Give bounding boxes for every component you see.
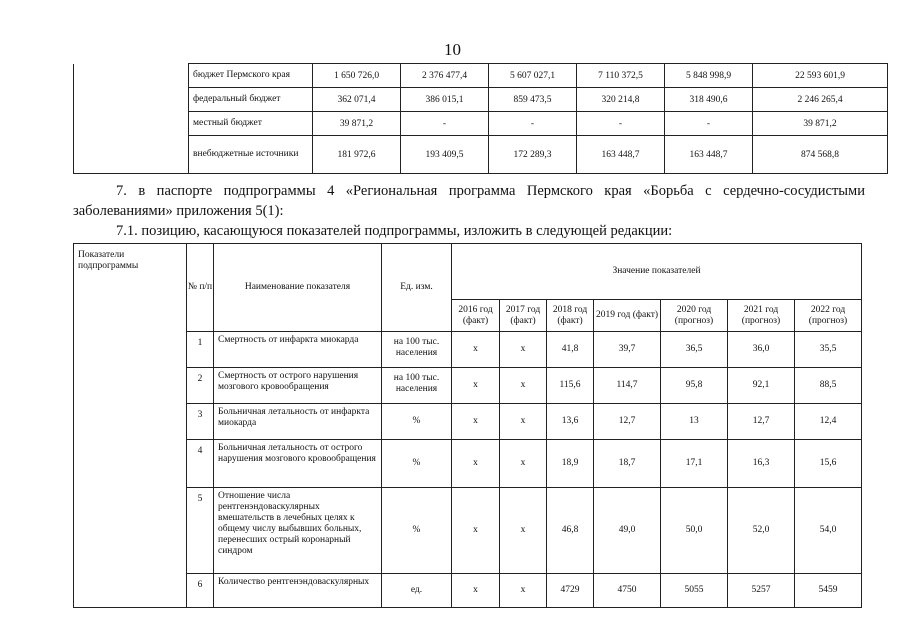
indicator-value: х (500, 332, 547, 368)
budget-left-blank (74, 64, 189, 174)
indicator-value: х (452, 332, 500, 368)
indicator-unit: % (382, 488, 452, 574)
indicator-num: 3 (187, 404, 214, 440)
budget-value: 172 289,3 (489, 136, 577, 174)
indicator-row (74, 488, 862, 574)
indicator-value: 49,0 (594, 488, 661, 574)
indicator-num: 6 (187, 574, 214, 608)
budget-value: 1 650 726,0 (313, 64, 401, 88)
indicator-num: 4 (187, 440, 214, 488)
indicator-unit: ед. (382, 574, 452, 608)
col-name-header: Наименование показателя (214, 244, 382, 332)
indicator-value: х (452, 368, 500, 404)
budget-value: 2 246 265,4 (753, 88, 888, 112)
indicator-value: 5055 (661, 574, 728, 608)
indicator-value: 115,6 (547, 368, 594, 404)
indicator-value: 13,6 (547, 404, 594, 440)
indicator-name: Смертность от инфаркта миокарда (214, 332, 382, 368)
col-num-header: № п/п (187, 244, 214, 332)
budget-source: внебюджетные источники (189, 136, 313, 174)
indicator-num: 2 (187, 368, 214, 404)
indicator-name: Количество рентгенэндоваскулярных (214, 574, 382, 608)
indicator-name: Смертность от острого нарушения мозгового кровообращения (214, 368, 382, 404)
budget-value: 5 607 027,1 (489, 64, 577, 88)
indicator-row (74, 332, 862, 368)
indicator-value: 12,7 (728, 404, 795, 440)
indicator-value: 52,0 (728, 488, 795, 574)
indicators-table (73, 243, 862, 608)
indicator-value: х (500, 440, 547, 488)
indicator-value: 50,0 (661, 488, 728, 574)
indicator-value: 35,5 (795, 332, 862, 368)
indicator-value: 12,7 (594, 404, 661, 440)
budget-value: 386 015,1 (401, 88, 489, 112)
indicator-row (74, 574, 862, 608)
col-unit-header: Ед. изм. (382, 244, 452, 332)
indicator-value: х (500, 488, 547, 574)
year-header: 2020 год (прогноз) (661, 300, 728, 332)
indicator-value: 5257 (728, 574, 795, 608)
indicator-row (74, 440, 862, 488)
budget-row (74, 136, 888, 174)
indicator-value: 36,5 (661, 332, 728, 368)
year-header: 2022 год (прогноз) (795, 300, 862, 332)
budget-row (74, 64, 888, 88)
indicator-num: 1 (187, 332, 214, 368)
indicator-num: 5 (187, 488, 214, 574)
budget-value: 7 110 372,5 (577, 64, 665, 88)
budget-value: - (577, 112, 665, 136)
year-header: 2017 год (факт) (500, 300, 547, 332)
budget-value: 318 490,6 (665, 88, 753, 112)
paragraph-7-1: 7.1. позицию, касающуюся показателей подпрограммы, изложить в следующей редакции: (116, 223, 673, 239)
indicator-value: х (452, 440, 500, 488)
indicator-value: 95,8 (661, 368, 728, 404)
budget-value: - (665, 112, 753, 136)
budget-value: 181 972,6 (313, 136, 401, 174)
indicator-value: 41,8 (547, 332, 594, 368)
indicator-name: Больничная летальность от острого нарушения мозгового кровообращения (214, 440, 382, 488)
indicator-value: 36,0 (728, 332, 795, 368)
budget-value: 39 871,2 (313, 112, 401, 136)
indicator-row (74, 368, 862, 404)
indicator-value: 17,1 (661, 440, 728, 488)
indicator-unit: % (382, 440, 452, 488)
budget-source: федеральный бюджет (189, 88, 313, 112)
indicator-row (74, 404, 862, 440)
budget-value: 193 409,5 (401, 136, 489, 174)
budget-row (74, 112, 888, 136)
indicator-name: Отношение числа рентгенэндоваскулярных вмешательств в лечебных целях к общему числу выбывших больных, перенесших острый коронарный синдром (214, 488, 382, 574)
budget-value: 874 568,8 (753, 136, 888, 174)
budget-value: 2 376 477,4 (401, 64, 489, 88)
budget-value: 163 448,7 (665, 136, 753, 174)
indicator-value: х (452, 574, 500, 608)
values-header: Значение показателей (452, 244, 862, 300)
indicator-value: 92,1 (728, 368, 795, 404)
indicator-value: х (500, 404, 547, 440)
budget-source: бюджет Пермского края (189, 64, 313, 88)
indicator-value: 5459 (795, 574, 862, 608)
page-number: 10 (444, 40, 461, 59)
indicator-value: х (452, 488, 500, 574)
indicator-value: 4729 (547, 574, 594, 608)
year-header: 2016 год (факт) (452, 300, 500, 332)
budget-value: 362 071,4 (313, 88, 401, 112)
budget-row (74, 88, 888, 112)
year-header: 2019 год (факт) (594, 300, 661, 332)
indicator-unit: на 100 тыс. населения (382, 368, 452, 404)
budget-value: 5 848 998,9 (665, 64, 753, 88)
indicators-left-continued (74, 574, 187, 608)
indicator-value: 54,0 (795, 488, 862, 574)
year-header: 2018 год (факт) (547, 300, 594, 332)
indicators-left-header: Показатели подпрограммы (74, 244, 187, 574)
indicator-value: 18,7 (594, 440, 661, 488)
indicator-name: Больничная летальность от инфаркта миокарда (214, 404, 382, 440)
indicator-value: 15,6 (795, 440, 862, 488)
indicator-value: 4750 (594, 574, 661, 608)
indicator-value: х (500, 368, 547, 404)
indicator-value: 114,7 (594, 368, 661, 404)
indicator-value: 13 (661, 404, 728, 440)
indicator-value: х (500, 574, 547, 608)
budget-value: 39 871,2 (753, 112, 888, 136)
indicator-value: 12,4 (795, 404, 862, 440)
budget-value: 22 593 601,9 (753, 64, 888, 88)
indicator-unit: на 100 тыс. населения (382, 332, 452, 368)
budget-value: 859 473,5 (489, 88, 577, 112)
indicator-value: 39,7 (594, 332, 661, 368)
indicator-value: 18,9 (547, 440, 594, 488)
indicator-value: 46,8 (547, 488, 594, 574)
budget-value: 320 214,8 (577, 88, 665, 112)
indicator-value: 88,5 (795, 368, 862, 404)
indicator-value: 16,3 (728, 440, 795, 488)
budget-table (73, 63, 888, 174)
indicator-value: х (452, 404, 500, 440)
indicator-unit: % (382, 404, 452, 440)
budget-value: - (489, 112, 577, 136)
budget-source: местный бюджет (189, 112, 313, 136)
paragraph-7: 7. в паспорте подпрограммы 4 «Региональная программа Пермского края «Борьба с сердечно-сосудистыми заболеваниями» приложения 5(1): (73, 183, 865, 219)
budget-value: 163 448,7 (577, 136, 665, 174)
year-header: 2021 год (прогноз) (728, 300, 795, 332)
budget-value: - (401, 112, 489, 136)
